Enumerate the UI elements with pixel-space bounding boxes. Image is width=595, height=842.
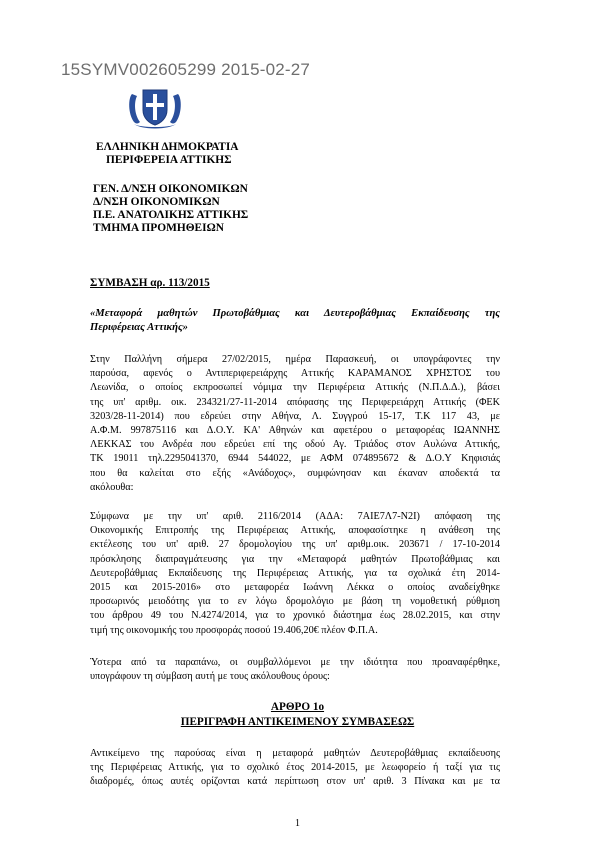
text-line: του άρθρου 49 του Ν.4274/2014, για το χρονικό διάστημα έως 28.02.2015, και στην <box>90 610 500 622</box>
text-line: Λεωνίδα, ο οποίος εκπροσωπεί νόμιμα την Περιφέρεια Αττικής (Ν.Π.Δ.Δ.), βάσει <box>90 382 500 394</box>
paragraph-decision <box>90 510 500 638</box>
header-line: Π.Ε. ΑΝΑΤΟΛΙΚΗΣ ΑΤΤΙΚΗΣ <box>93 209 249 221</box>
text-line: ΤΚ 19011 τηλ.2295041370, 6944 544022, με ΑΦΜ 074895672 & Δ.Ο.Υ Κηφισιάς <box>90 453 500 465</box>
header-line: Δ/ΝΣΗ ΟΙΚΟΝΟΜΙΚΩΝ <box>93 196 220 208</box>
text-line: διαδρομές, όπως αυτές ορίζονται κατά περίπτωση στον υπ' αριθ. 3 Πίνακα και με τα <box>90 776 500 788</box>
article-title-text: ΑΡΘΡΟ 1ο <box>270 701 325 713</box>
text-line: Α.Φ.Μ. 997875116 και Δ.Ο.Υ. ΚΑ' Αθηνών και αφετέρου ο μεταφορέας ΙΩΑΝΝΗΣ <box>90 425 500 437</box>
text-line: που θα καλείται στο εξής «Ανάδοχος», συμφώνησαν και έκαναν αποδεκτά τα <box>90 467 500 479</box>
text-line: 3203/28-11-2014) που εδρεύει στην Αθήνα, Λ. Συγγρού 15-17, Τ.Κ 117 43, με <box>90 410 500 422</box>
article-subtitle: ΠΕΡΙΓΡΑΦΗ ΑΝΤΙΚΕΙΜΕΝΟΥ ΣΥΜΒΑΣΕΩΣ <box>180 716 415 728</box>
contract-subject <box>90 307 500 335</box>
paragraph-parties <box>90 353 500 495</box>
header-line: ΤΜΗΜΑ ΠΡΟΜΗΘΕΙΩΝ <box>93 222 224 234</box>
header-line: ΠΕΡΙΦΕΡΕΙΑ ΑΤΤΙΚΗΣ <box>106 154 232 166</box>
text-line: Αντικείμενο της παρούσας είναι η μεταφορά μαθητών Δευτεροβάθμιας εκπαίδευσης <box>90 748 500 759</box>
text-line: Στην Παλλήνη σήμερα 27/02/2015, ημέρα Παρασκευή, οι υπογράφοντες την <box>90 354 500 365</box>
text-line: Ύστερα από τα παραπάνω, οι συμβαλλόμενοι με την ιδιότητα που προαναφέρθηκε, <box>90 657 500 668</box>
text-line: εκτέλεσης του υπ' αριθ. 27 δρομολογίου της υπ' αριθμ.οικ. 203671 / 17-10-2014 <box>90 539 500 551</box>
document-stamp: 15SYMV002605299 2015-02-27 <box>61 60 311 79</box>
text-line: ακόλουθα: <box>90 481 134 493</box>
text-line: υπογράφουν τη σύμβαση αυτή με τους ακόλουθους όρους: <box>90 671 330 683</box>
header-department <box>93 183 248 235</box>
paragraph-agreement <box>90 656 500 684</box>
header-line: ΕΛΛΗΝΙΚΗ ΔΗΜΟΚΡΑΤΙΑ <box>96 141 239 153</box>
text-line: πρόσκλησης διαπραγμάτευσης για την «Μεταφορά μαθητών Πρωτοβάθμιας και <box>90 553 500 565</box>
text-line: ΛΕΚΚΑΣ του Ανδρέα που εδρεύει επί της οδού Αγ. Τριάδος στον Αυλώνα Αττικής, <box>90 439 500 451</box>
text-line: Δευτεροβάθμιας Εκπαίδευσης της Περιφέρειας Αττικής, για τα σχολικά έτη 2014- <box>90 567 500 579</box>
greek-coat-of-arms-logo <box>126 84 184 130</box>
text-line: Οικονομικής Επιτροπής της Περιφέρειας Αττικής, αποφασίστηκε η ανάθεση της <box>90 525 500 537</box>
header-authority <box>96 141 239 167</box>
text-line: Σύμφωνα με την υπ' αριθ. 2116/2014 (ΑΔΑ: 7ΑΙΕ7Λ7-Ν2Ι) απόφαση της <box>90 511 500 522</box>
subject-line: Περιφέρειας Αττικής» <box>90 322 188 333</box>
subject-line: «Μεταφορά μαθητών Πρωτοβάθμιας και Δευτεροβάθμιας Εκπαίδευσης της <box>90 308 500 319</box>
text-line: προσωρινός μειοδότης για το εν λόγω δρομολόγιο με βάση τη νομοθετική ρύθμιση <box>90 596 500 608</box>
article-title <box>0 700 595 714</box>
text-line: παρούσα, αφενός ο Αντιπεριφερειάρχης Αττικής ΚΑΡΑΜΑΝΟΣ ΧΡΗΣΤΟΣ του <box>90 368 500 380</box>
page-number: 1 <box>295 818 300 829</box>
text-line: τιμή της οικονομικής του προσφοράς ποσού 19.406,20€ πλέον Φ.Π.Α. <box>90 624 378 636</box>
contract-title: ΣΥΜΒΑΣΗ αρ. 113/2015 <box>90 277 210 289</box>
text-line: της υπ' αριθμ. οικ. 234321/27-11-2014 απόφασης της Περιφερειάρχη Αττικής (ΦΕΚ <box>90 396 500 408</box>
text-line: της Περιφέρειας Αττικής, για το σχολικό έτος 2014-2015, με λεωφορείο ή ταξί για τις <box>90 762 500 774</box>
text-line: 2015 και 2015-2016» στο μεταφορέα Ιωάννη Λέκκα ο οποίος αναδείχθηκε <box>90 582 500 594</box>
header-line: ΓΕΝ. Δ/ΝΣΗ ΟΙΚΟΝΟΜΙΚΩΝ <box>93 183 248 195</box>
paragraph-subject-matter <box>90 747 500 790</box>
